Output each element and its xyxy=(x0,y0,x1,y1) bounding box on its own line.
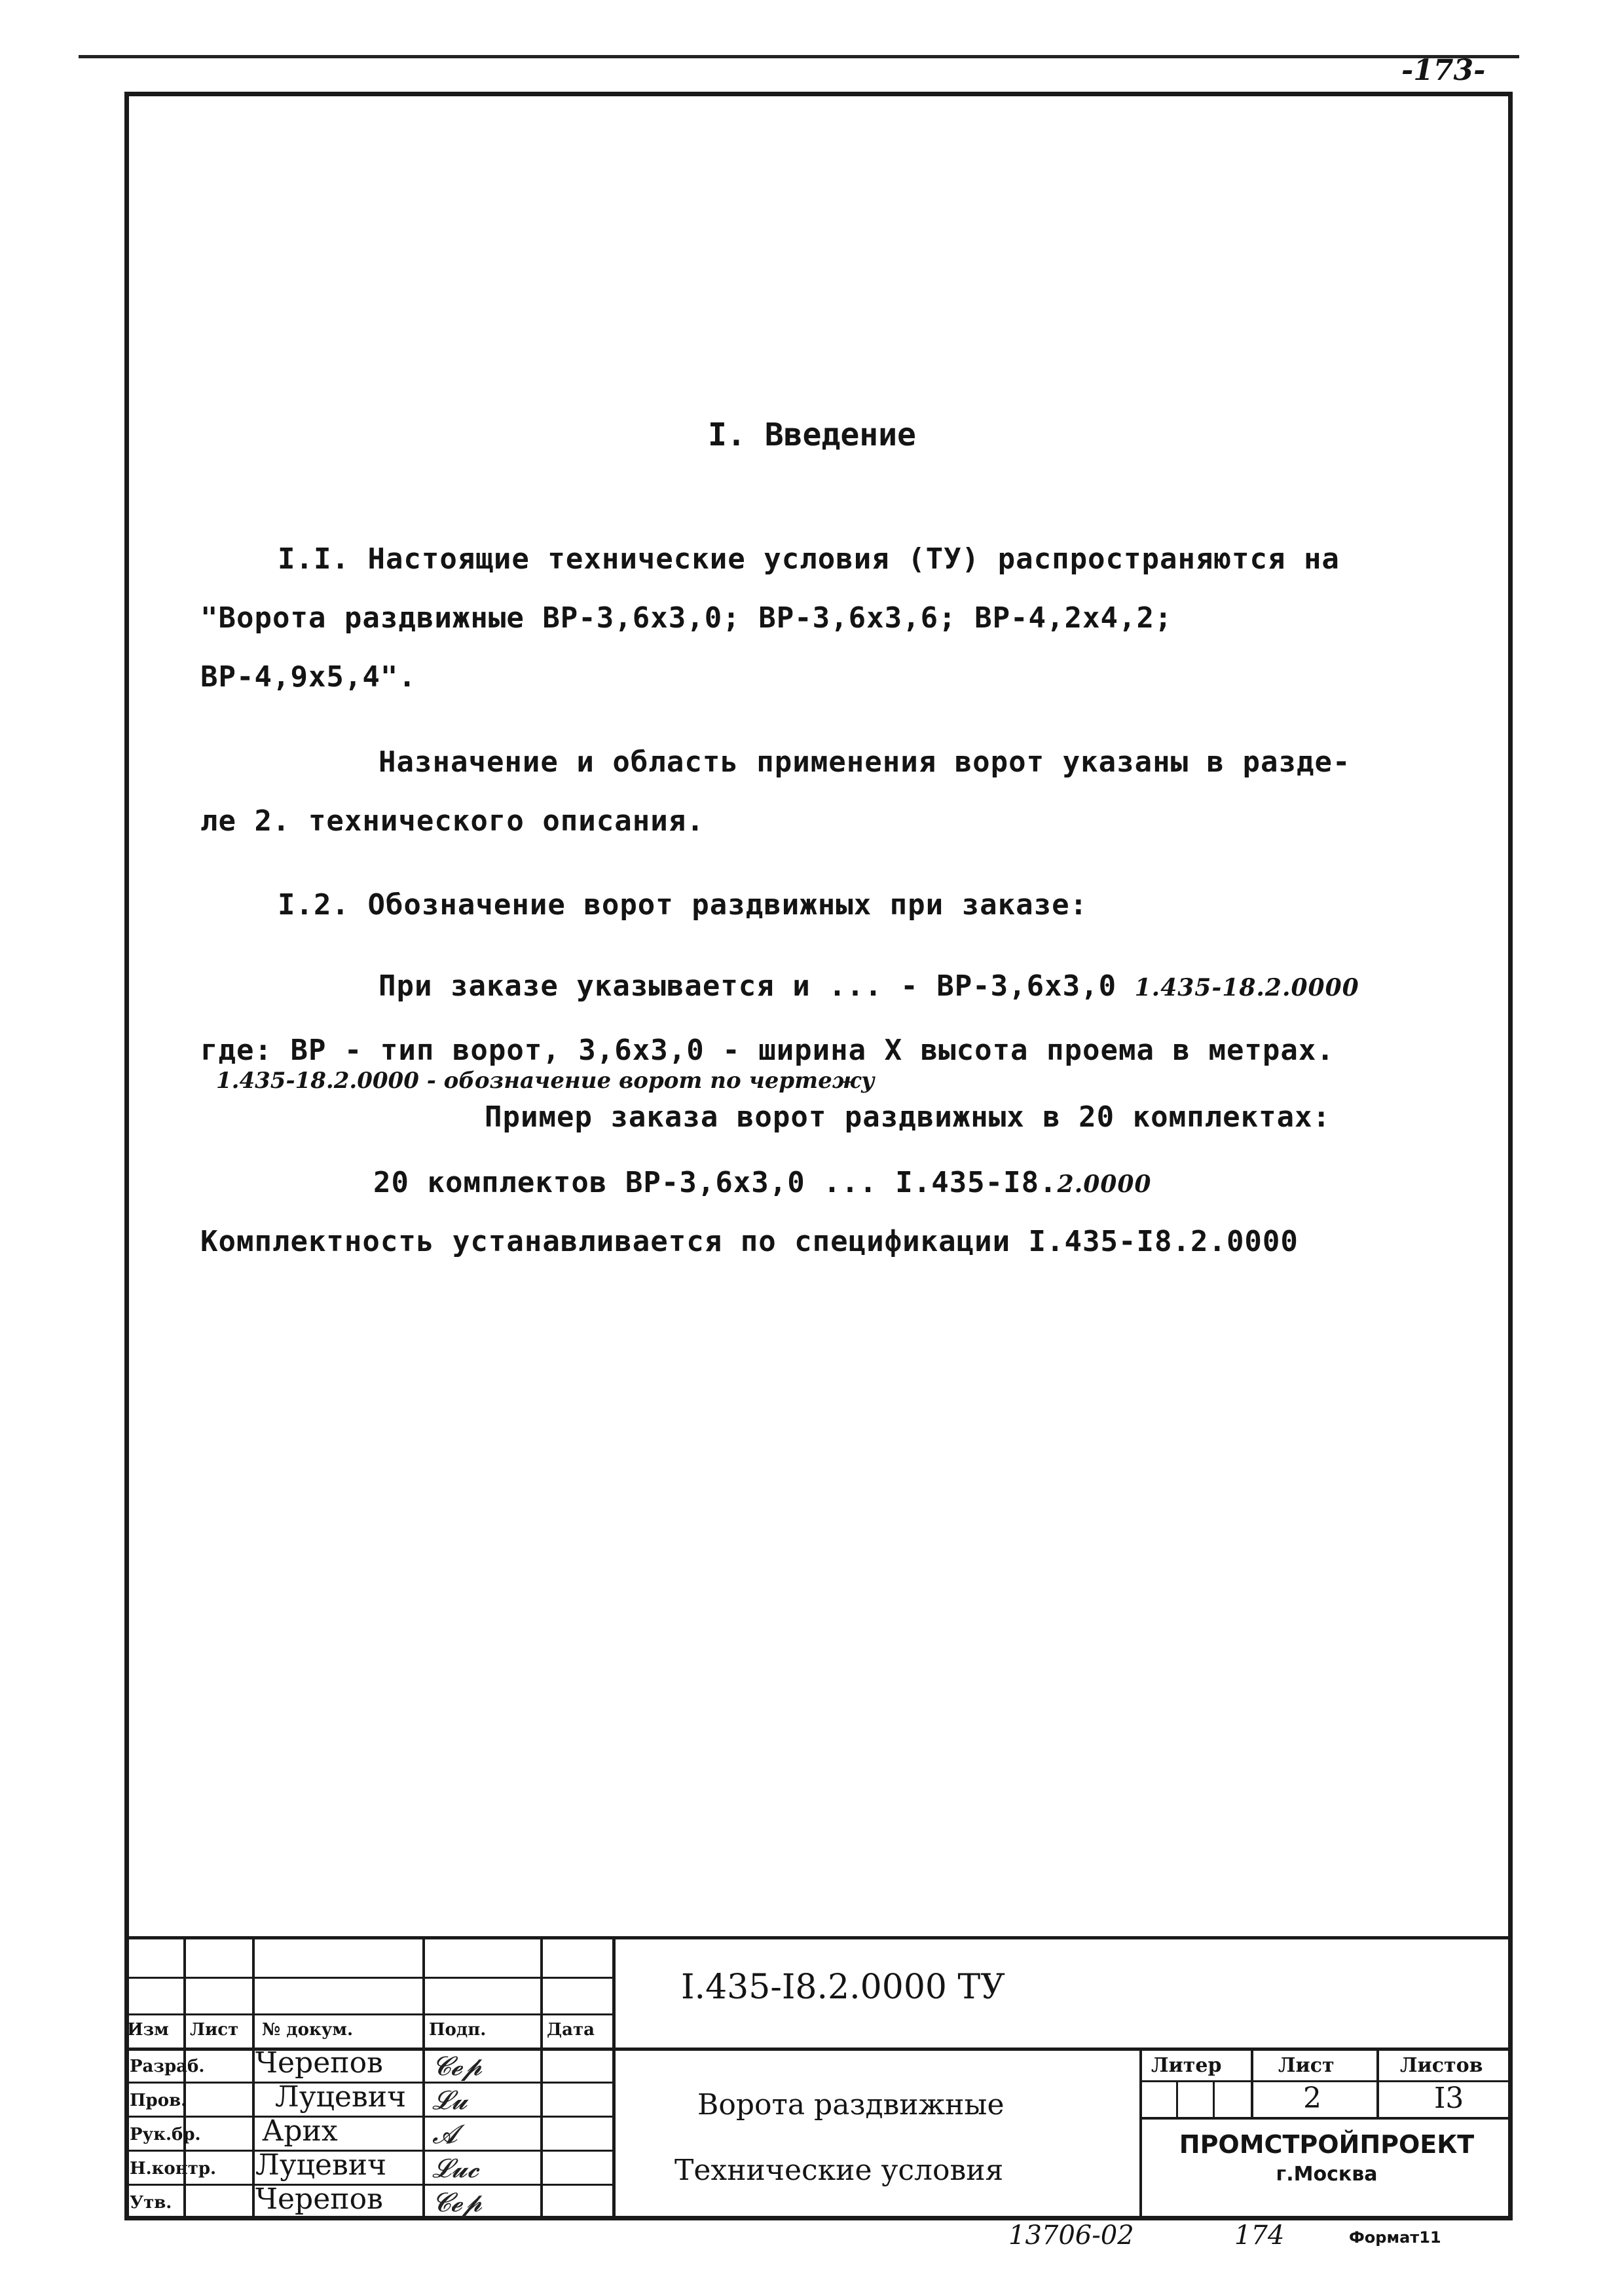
tb-divider xyxy=(422,1936,425,2220)
header-list: Лист xyxy=(190,2020,239,2040)
name-norm-control: Луцевич xyxy=(255,2148,387,2182)
signature: 𝓒𝓮𝓹 xyxy=(432,2051,483,2082)
tb-divider xyxy=(1376,2048,1379,2118)
organization-name: ПРОМСТРОЙПРОЕКТ xyxy=(1179,2130,1475,2159)
body-line: где: ВР - тип ворот, 3,6х3,0 - ширина Х высота проема в метрах. xyxy=(200,1034,1335,1067)
role-team-lead: Рук.бр. xyxy=(130,2125,201,2144)
document-code: I.435-I8.2.0000 ТУ xyxy=(681,1968,1005,2007)
body-line: ВР-4,9х5,4". xyxy=(200,660,416,694)
body-line: I.2. Обозначение ворот раздвижных при заказе: xyxy=(278,888,1088,922)
sheet-format: Формат11 xyxy=(1349,2228,1441,2247)
handwritten-suffix: 2.0000 xyxy=(1057,1170,1152,1198)
handwritten-note: 1.435-18.2.0000 - обозначение ворот по чертежу xyxy=(216,1068,875,1094)
body-line: Назначение и область применения ворот указаны в разде- xyxy=(378,745,1351,779)
signature: 𝓛𝓾𝓬 xyxy=(432,2154,479,2184)
title-block-top-rule xyxy=(124,1936,1513,1939)
handwritten-designation: 1.435-18.2.0000 xyxy=(1134,974,1359,1001)
signature: 𝓛𝓾 xyxy=(432,2086,468,2116)
archive-number: 13706-02 xyxy=(1008,2220,1134,2251)
page-top-rule xyxy=(79,55,1519,58)
signature: 𝓒𝓮𝓹 xyxy=(432,2188,483,2218)
document-title: Ворота раздвижные xyxy=(697,2088,1005,2122)
sheet-value: 2 xyxy=(1303,2082,1321,2115)
liter-label: Литер xyxy=(1151,2054,1222,2077)
sheet-label: Лист xyxy=(1278,2054,1335,2077)
header-izm: Изм xyxy=(127,2020,169,2040)
tb-divider xyxy=(1176,2080,1178,2118)
tb-row-rule xyxy=(124,2013,612,2015)
page-number: -173- xyxy=(1401,54,1486,87)
name-checker: Луцевич xyxy=(275,2080,407,2114)
body-line: Пример заказа ворот раздвижных в 20 комплектах: xyxy=(485,1100,1331,1134)
order-example-text: При заказе указывается и ... - ВР-3,6х3,0 xyxy=(378,969,1117,1003)
tb-divider xyxy=(1251,2048,1253,2118)
body-line: I.I. Настоящие технические условия (ТУ) распространяются на xyxy=(278,542,1340,576)
name-team-lead: Арих xyxy=(262,2114,338,2148)
organization-city: г.Москва xyxy=(1276,2163,1378,2186)
document-subtitle: Технические условия xyxy=(674,2154,1004,2187)
order-quantity-line xyxy=(373,1166,1151,1199)
role-approver: Утв. xyxy=(130,2193,172,2213)
tb-row-rule xyxy=(1139,2117,1513,2120)
title-block xyxy=(124,1936,1513,2220)
tb-row-rule xyxy=(124,2116,612,2118)
header-date: Дата xyxy=(547,2020,595,2040)
name-developer: Черепов xyxy=(255,2046,383,2080)
body-line: Комплектность устанавливается по спецификации I.435-I8.2.0000 xyxy=(200,1225,1299,1258)
role-developer: Разраб. xyxy=(130,2057,205,2076)
role-norm-control: Н.контр. xyxy=(130,2159,217,2179)
sheets-value: I3 xyxy=(1434,2082,1464,2115)
sheets-label: Листов xyxy=(1400,2054,1483,2077)
body-line: "Ворота раздвижные ВР-3,6х3,0; ВР-3,6х3,6; ВР-4,2х4,2; xyxy=(200,601,1173,635)
archive-page: 174 xyxy=(1234,2220,1285,2251)
drawing-frame xyxy=(124,92,1513,2220)
name-approver: Черепов xyxy=(255,2182,383,2216)
role-checker: Пров. xyxy=(130,2091,187,2110)
tb-divider xyxy=(1213,2080,1215,2118)
tb-row-rule xyxy=(124,1977,612,1979)
order-example-line xyxy=(378,969,1359,1003)
tb-divider xyxy=(252,1936,255,2220)
header-doc-no: № докум. xyxy=(262,2020,354,2040)
signature: 𝓐 xyxy=(432,2120,458,2150)
body-line: ле 2. технического описания. xyxy=(200,804,705,838)
order-quantity-text: 20 комплектов ВР-3,6х3,0 ... I.435-I8. xyxy=(373,1166,1058,1199)
tb-divider xyxy=(1139,2048,1142,2220)
header-sign: Подп. xyxy=(429,2020,487,2040)
tb-divider xyxy=(612,1936,616,2220)
section-heading: I. Введение xyxy=(708,417,916,453)
tb-divider xyxy=(540,1936,543,2220)
